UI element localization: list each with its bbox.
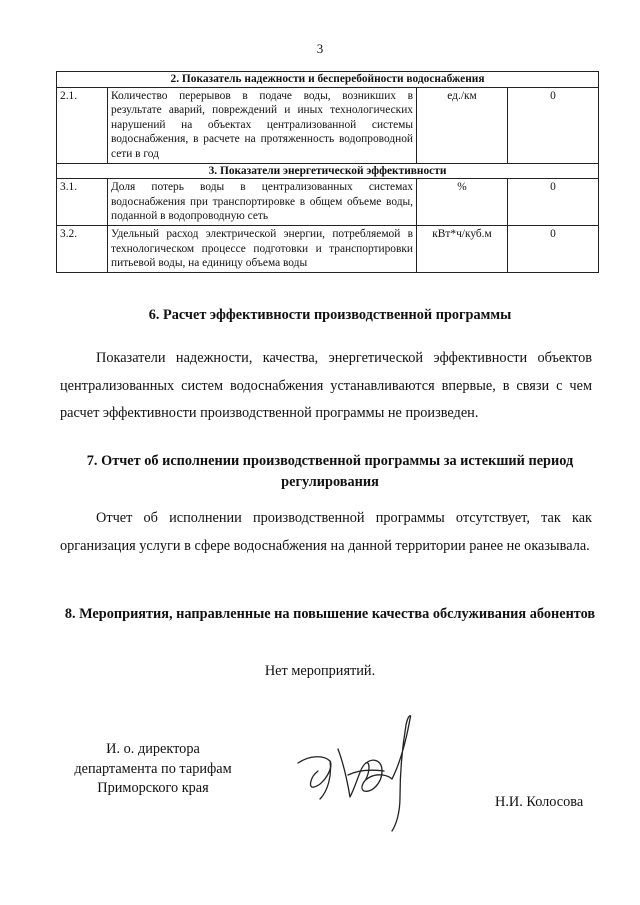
row-number: 3.1.: [57, 179, 108, 226]
section7-heading: 7. Отчет об исполнении производственной программы за истекший период регулирования: [86, 453, 574, 490]
row-description: Доля потерь воды в централизованных системах водоснабжения при транспортировке в общем объеме воды, поданной в водопроводную сеть: [108, 179, 417, 226]
section8-text: Нет мероприятий.: [264, 663, 376, 679]
handwritten-signature: [288, 705, 428, 835]
section6-paragraph: Показатели надежности, качества, энергетической эффективности объектов централизованных систем водоснабжения устанавливаются впервые, в связи с чем расчет эффективности производственной программы не произведен.: [60, 350, 592, 421]
table-row: [57, 87, 599, 163]
row-number: 3.2.: [57, 225, 108, 272]
section2-title: 2. Показатель надежности и бесперебойности водоснабжения: [57, 72, 599, 88]
row-number: 2.1.: [57, 87, 108, 163]
row-description: Количество перерывов в подаче воды, возникших в результате аварий, повреждений и иных технологических нарушений на объектах централизованной системы водоснабжения, в расчете на протяженность водопроводной сети в год: [108, 87, 417, 163]
table-row: [57, 179, 599, 226]
row-unit: %: [417, 179, 508, 226]
row-value: 0: [508, 179, 599, 226]
section3-title: 3. Показатели энергетической эффективности: [57, 163, 599, 179]
section6-heading: 6. Расчет эффективности производственной программы: [148, 307, 512, 323]
position-line: Приморского края: [97, 780, 209, 796]
row-unit: кВт*ч/куб.м: [417, 225, 508, 272]
row-value: 0: [508, 225, 599, 272]
section7-paragraph: Отчет об исполнении производственной программы отсутствует, так как организация услуги в сфере водоснабжения на данной территории ранее не оказывала.: [60, 510, 592, 554]
signatory-name: Н.И. Колосова: [495, 794, 584, 810]
row-unit: ед./км: [417, 87, 508, 163]
section8-heading: 8. Мероприятия, направленные на повышение качества обслуживания абонентов: [64, 606, 596, 622]
table-section-row: [57, 163, 599, 179]
row-value: 0: [508, 87, 599, 163]
position-line: департамента по тарифам: [74, 760, 232, 777]
indicators-table: [56, 71, 599, 273]
row-description: Удельный расход электрической энергии, потребляемой в технологическом процессе подготовки и транспортировки питьевой воды, на единицу объема воды: [108, 225, 417, 272]
position-line: И. о. директора: [106, 741, 200, 757]
signatory-position: [58, 740, 248, 799]
table-section-row: [57, 72, 599, 88]
page-number: 3: [316, 41, 324, 56]
table-row: [57, 225, 599, 272]
